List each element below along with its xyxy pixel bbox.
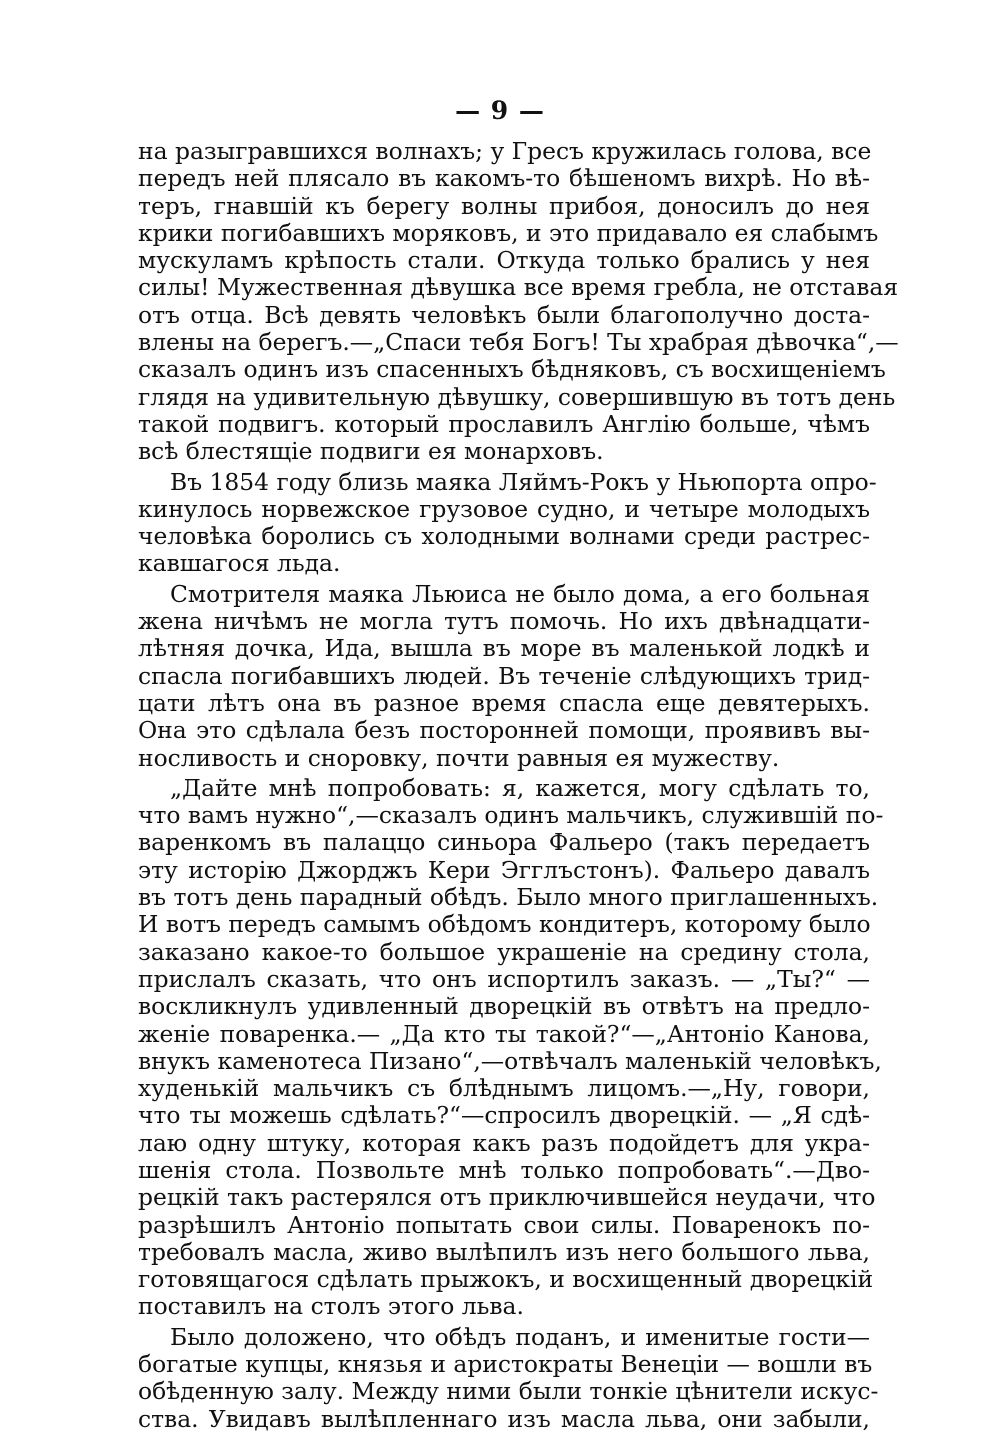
text-line: требовалъ масла, живо вылѣпилъ изъ него большого льва, [138, 1237, 870, 1266]
text-line: прислалъ сказать, что онъ испортилъ заказъ. — „Ты?“ — [138, 964, 870, 993]
page-number: — 9 — [455, 96, 545, 125]
paragraph-4 [138, 773, 884, 1321]
text-line: сказалъ одинъ изъ спасенныхъ бѣдняковъ, съ восхищеніемъ [138, 355, 886, 384]
text-line: разрѣшилъ Антоніо попытать свои силы. Поваренокъ по- [138, 1210, 870, 1239]
text-line: глядя на удивительную дѣвушку, совершившую въ тотъ день [138, 382, 896, 411]
text-line: лѣтняя дочка, Ида, вышла въ море въ маленькой лодкѣ и [138, 634, 870, 663]
text-line: внукъ каменотеса Пизано“,—отвѣчалъ маленькій человѣкъ, [138, 1046, 882, 1075]
text-line: силы! Мужественная дѣвушка все время гребла, не отставая [138, 273, 899, 302]
paragraph-5 [138, 1322, 879, 1433]
text-line: передъ ней плясало въ какомъ-то бѣшеномъ вихрѣ. Но вѣ- [138, 164, 870, 193]
text-line: что вамъ нужно“,—сказалъ одинъ мальчикъ, служившій по- [138, 801, 884, 830]
text-line: женіе поваренка.— „Да кто ты такой?“—„Антоніо Канова, [138, 1019, 870, 1048]
text-line: Въ 1854 году близь маяка Ляймъ-Рокъ у Ньюпорта опро- [170, 467, 877, 496]
text-line: крики погибавшихъ моряковъ, и это придавало ея слабымъ [138, 218, 879, 247]
text-line: что ты можешь сдѣлать?“—спросилъ дворецкій. — „Я сдѣ- [138, 1101, 870, 1130]
text-line: влены на берегъ.—„Спаси тебя Богъ! Ты храбрая дѣвочка“,— [138, 328, 899, 357]
text-line: кинулось норвежское грузовое судно, и четыре молодыхъ [138, 494, 870, 523]
text-line: такой подвигъ. который прославилъ Англію больше, чѣмъ [138, 409, 870, 438]
text-line: Было доложено, что обѣдъ поданъ, и именитые гости— [170, 1322, 870, 1351]
text-line: спасла погибавшихъ людей. Въ теченіе слѣдующихъ трид- [138, 661, 870, 690]
text-line: воскликнулъ удивленный дворецкій въ отвѣтъ на предло- [138, 992, 870, 1021]
text-line: лаю одну штуку, которая какъ разъ подойдетъ для укра- [138, 1128, 870, 1157]
text-line: жена ничѣмъ не могла тутъ помочь. Но ихъ двѣнадцати- [138, 607, 870, 636]
text-line: рецкій такъ растерялся отъ приключившейся неудачи, что [138, 1183, 876, 1212]
text-line: Смотрителя маяка Льюиса не было дома, а его больная [170, 579, 870, 608]
body-text [138, 137, 899, 1436]
text-line: заказано какое-то большое украшеніе на средину стола, [138, 937, 870, 966]
text-line: мускуламъ крѣпость стали. Откуда только брались у нея [138, 246, 870, 275]
paragraph-3 [138, 581, 870, 772]
text-line: человѣка боролись съ холодными волнами среди растрес- [138, 522, 870, 551]
text-line: шенія стола. Позвольте мнѣ только попробовать“.—Дво- [138, 1155, 870, 1184]
text-line: Она это сдѣлала безъ посторонней помощи, проявивъ вы- [138, 716, 870, 745]
paragraph-2 [138, 467, 877, 578]
text-line: кавшагося льда. [138, 549, 341, 578]
text-line: въ тотъ день парадный обѣдъ. Было много приглашенныхъ. [138, 883, 879, 912]
text-line: ства. Увидавъ вылѣпленнаго изъ масла льва, они забыли, [138, 1404, 870, 1433]
text-line: обѣденную залу. Между ними были тонкіе цѣнители искус- [138, 1377, 879, 1406]
text-line: теръ, гнавшій къ берегу волны прибоя, доносилъ до нея [138, 191, 870, 220]
text-line: „Дайте мнѣ попробовать: я, кажется, могу сдѣлать то, [170, 773, 870, 802]
text-line: варенкомъ въ палаццо синьора Фальеро (такъ передаетъ [138, 828, 870, 857]
text-line: поставилъ на столъ этого льва. [138, 1292, 524, 1321]
text-line: на разыгравшихся волнахъ; у Гресъ кружилась голова, все [138, 137, 872, 165]
paragraph-1 [138, 137, 899, 466]
text-line: богатые купцы, князья и аристократы Венеціи — вошли въ [138, 1350, 873, 1379]
text-line: всѣ блестящіе подвиги ея монарховъ. [138, 437, 604, 466]
text-line: отъ отца. Всѣ девять человѣкъ были благополучно доста- [138, 300, 870, 329]
text-line: цати лѣтъ она въ разное время спасла еще девятерыхъ. [138, 688, 870, 717]
text-line: носливость и сноровку, почти равныя ея мужеству. [138, 743, 780, 772]
text-line: худенькій мальчикъ съ блѣднымъ лицомъ.—„Ну, говори, [138, 1074, 870, 1103]
text-line: эту исторію Джорджъ Кери Эгглъстонъ). Фальеро давалъ [138, 855, 870, 884]
text-line: И вотъ передъ самымъ обѣдомъ кондитеръ, которому было [138, 910, 871, 939]
text-line: готовящагося сдѣлать прыжокъ, и восхищенный дворецкій [138, 1265, 874, 1294]
